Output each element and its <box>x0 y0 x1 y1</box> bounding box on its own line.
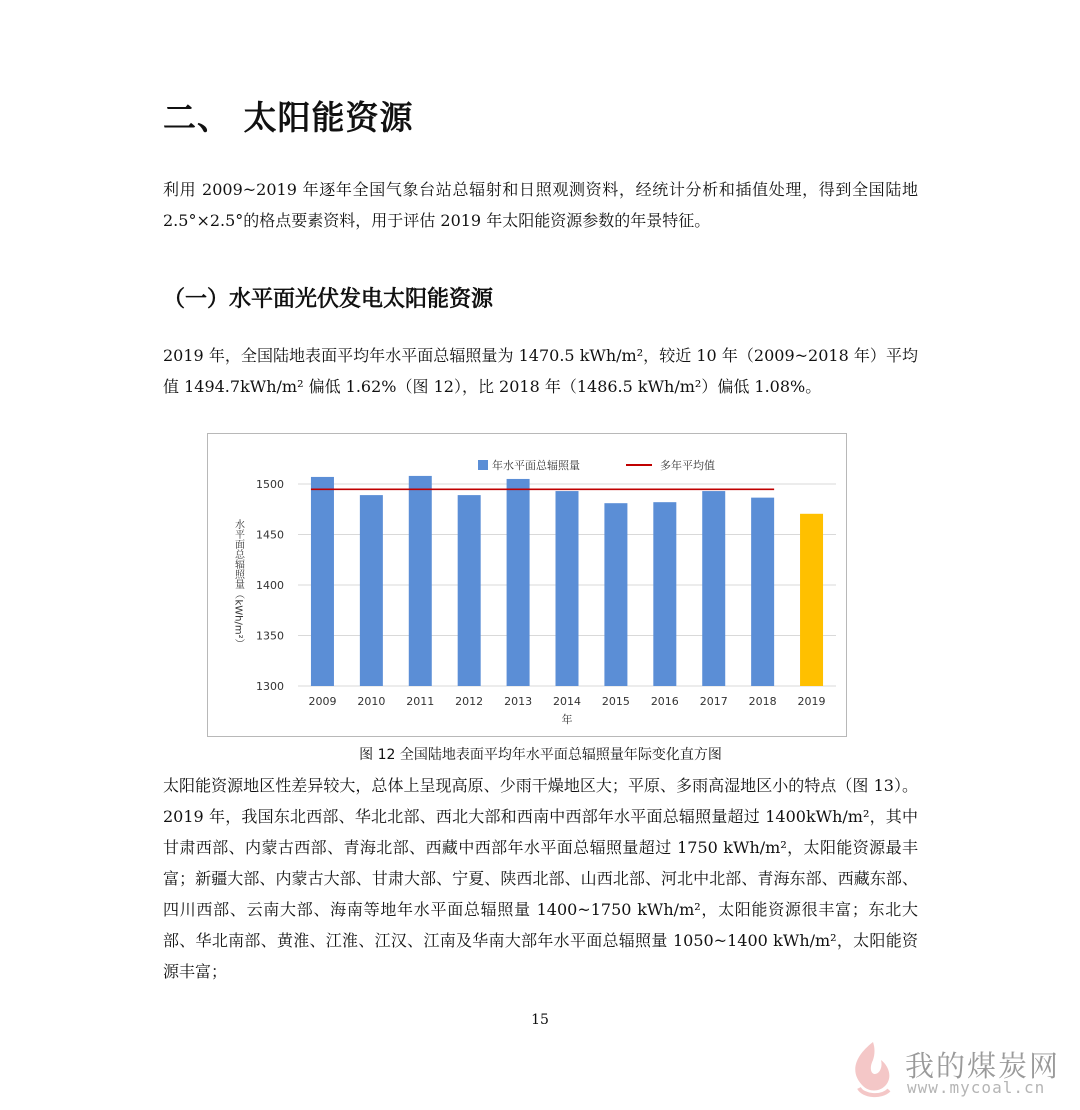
x-tick-label: 2019 <box>797 695 826 708</box>
bar <box>653 502 676 686</box>
watermark-title: 我的煤炭网 <box>905 1049 1061 1083</box>
x-tick-label: 2010 <box>357 695 386 708</box>
bar <box>311 477 334 686</box>
x-tick-label: 2016 <box>650 695 679 708</box>
summary-paragraph: 2019 年，全国陆地表面平均年水平面总辐照量为 1470.5 kWh/m²，较近 10 年（2009~2018 年）平均值 1494.7kWh/m² 偏低 1.62%（图 12），比 2018 年（1486.5 kWh/m²）偏低 1.08%。 <box>163 346 918 396</box>
bar <box>800 514 823 686</box>
x-tick-label: 2009 <box>308 695 337 708</box>
y-tick-label: 1450 <box>256 528 284 542</box>
bar <box>556 491 579 686</box>
bar <box>604 503 627 686</box>
y-tick-label: 1350 <box>256 629 284 643</box>
bar <box>458 495 481 686</box>
figure-caption: 图 12 全国陆地表面平均年水平面总辐照量年际变化直方图 <box>359 747 722 763</box>
x-tick-label: 2013 <box>504 695 533 708</box>
regional-paragraph: 太阳能资源地区性差异较大，总体上呈现高原、少雨干燥地区大；平原、多雨高湿地区小的特点（图 13）。2019 年，我国东北西部、华北北部、西北大部和西南中西部年水平面总辐照量超过 1400kWh/m²，其中甘肃西部、内蒙古西部、青海北部、西藏中西部年水平面总辐照量超过 1750 kWh/m²，太阳能资源最丰富；新疆大部、内蒙古大部、甘肃大部、宁夏、陕西北部、山西北部、河北中北部、青海东部、西藏东部、四川西部、云南大部、海南等地年水平面总辐照量 1400~1750 kWh/m²，太阳能资源很丰富；东北大部、华北南部、黄淮、江淮、江汉、江南及华南大部年水平面总辐照量 1050~1400 kWh/m²，太阳能资源丰富； <box>163 776 918 981</box>
x-tick-label: 2015 <box>601 695 630 708</box>
bar <box>751 498 774 686</box>
bar <box>507 479 530 686</box>
bar-chart <box>208 434 846 736</box>
x-tick-label: 2012 <box>455 695 484 708</box>
x-axis-label: 年 <box>561 713 573 726</box>
x-tick-label: 2017 <box>699 695 728 708</box>
legend-swatch-bar <box>478 460 488 470</box>
intro-paragraph: 利用 2009~2019 年逐年全国气象台站总辐射和日照观测资料，经统计分析和插值处理，得到全国陆地 2.5°×2.5°的格点要素资料，用于评估 2019 年太阳能资源参数的年景特征。 <box>163 180 918 230</box>
x-tick-label: 2018 <box>748 695 777 708</box>
legend-label-bar: 年水平面总辐照量 <box>492 459 580 472</box>
bar <box>702 491 725 686</box>
bar <box>360 495 383 686</box>
x-tick-label: 2011 <box>406 695 435 708</box>
y-tick-label: 1400 <box>256 579 284 592</box>
legend-label-line: 多年平均值 <box>660 459 715 472</box>
section-heading: 二、 太阳能资源 <box>163 98 414 137</box>
x-tick-label: 2014 <box>553 695 581 708</box>
y-tick-label: 1500 <box>256 478 284 491</box>
watermark-url: www.mycoal.cn <box>907 1078 1046 1097</box>
chart-frame <box>207 433 847 737</box>
page-number: 15 <box>531 1012 549 1028</box>
y-tick-label: 1300 <box>256 680 284 693</box>
y-axis-label: 水平面总辐照量（kWh/m²） <box>232 519 244 649</box>
bar <box>409 476 432 686</box>
subsection-heading: （一）水平面光伏发电太阳能资源 <box>163 287 494 312</box>
